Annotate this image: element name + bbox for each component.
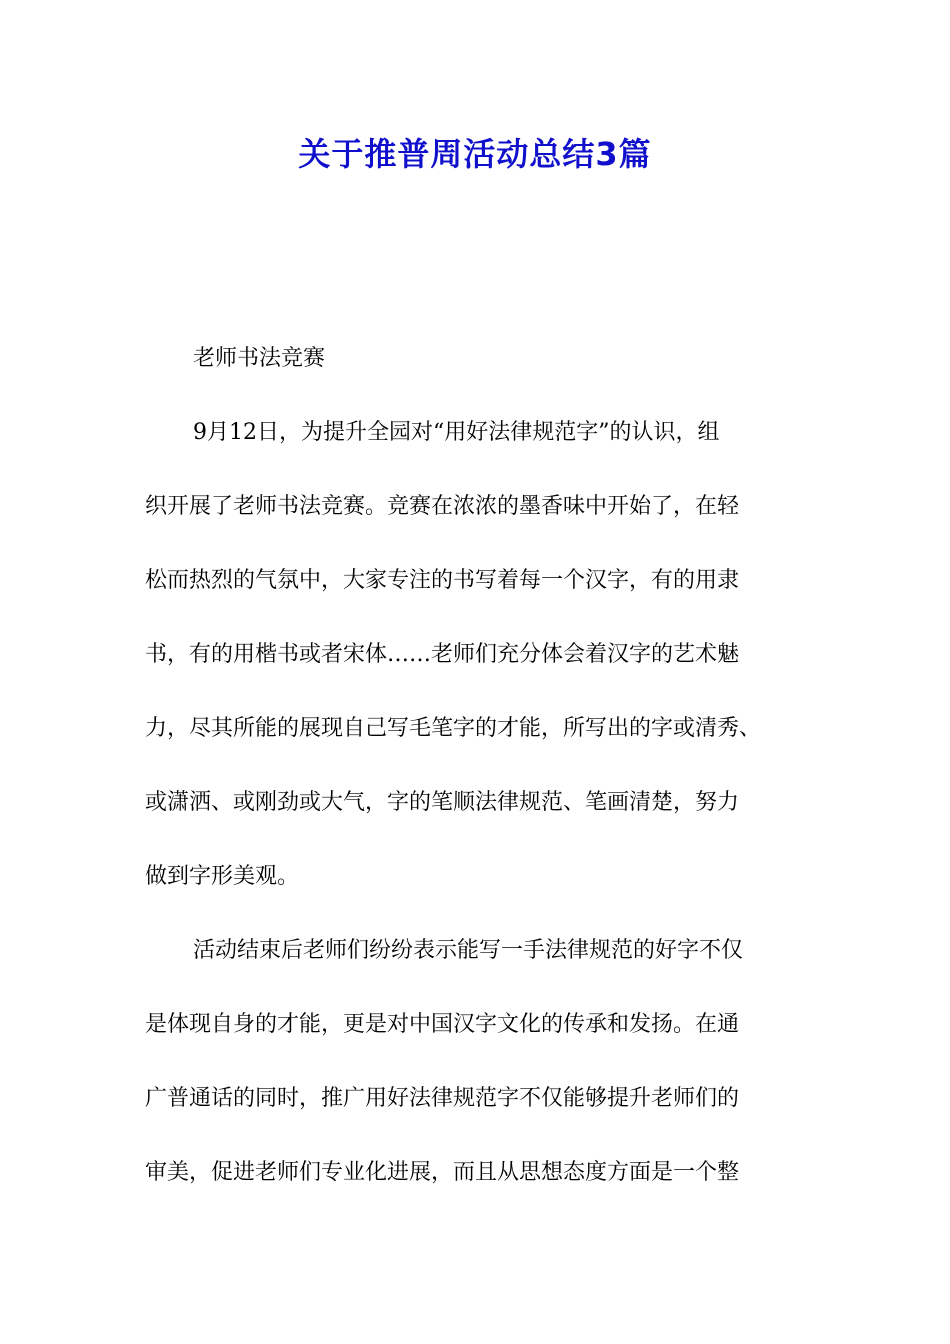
document-title: 关于推普周活动总结3篇 xyxy=(298,135,652,173)
paragraph-line: 广普通话的同时，推广用好法律规范字不仅能够提升老师们的 xyxy=(145,1086,740,1111)
paragraph-line: 松而热烈的气氛中，大家专注的书写着每一个汉字，有的用隶 xyxy=(145,568,740,593)
paragraph-line: 活动结束后老师们纷纷表示能写一手法律规范的好字不仅 xyxy=(193,938,744,963)
document-body xyxy=(145,336,835,1224)
paragraph-line: 书，有的用楷书或者宋体……老师们充分体会着汉字的艺术魅 xyxy=(145,642,740,667)
section-heading: 老师书法竞赛 xyxy=(193,346,326,371)
paragraph-line: 或潇洒、或刚劲或大气，字的笔顺法律规范、笔画清楚，努力 xyxy=(145,790,740,815)
paragraph-line: 审美，促进老师们专业化进展，而且从思想态度方面是一个整 xyxy=(145,1160,740,1185)
paragraph-line: 是体现自身的才能，更是对中国汉字文化的传承和发扬。在通 xyxy=(145,1012,740,1037)
paragraph-line: 做到字形美观。 xyxy=(145,864,300,889)
paragraph-line: 力，尽其所能的展现自己写毛笔字的才能，所写出的字或清秀、 xyxy=(145,716,762,741)
paragraph-line: 织开展了老师书法竞赛。竞赛在浓浓的墨香味中开始了，在轻 xyxy=(145,494,740,519)
paragraph-line: 9月12日，为提升全园对“用好法律规范字”的认识，组 xyxy=(193,420,720,445)
